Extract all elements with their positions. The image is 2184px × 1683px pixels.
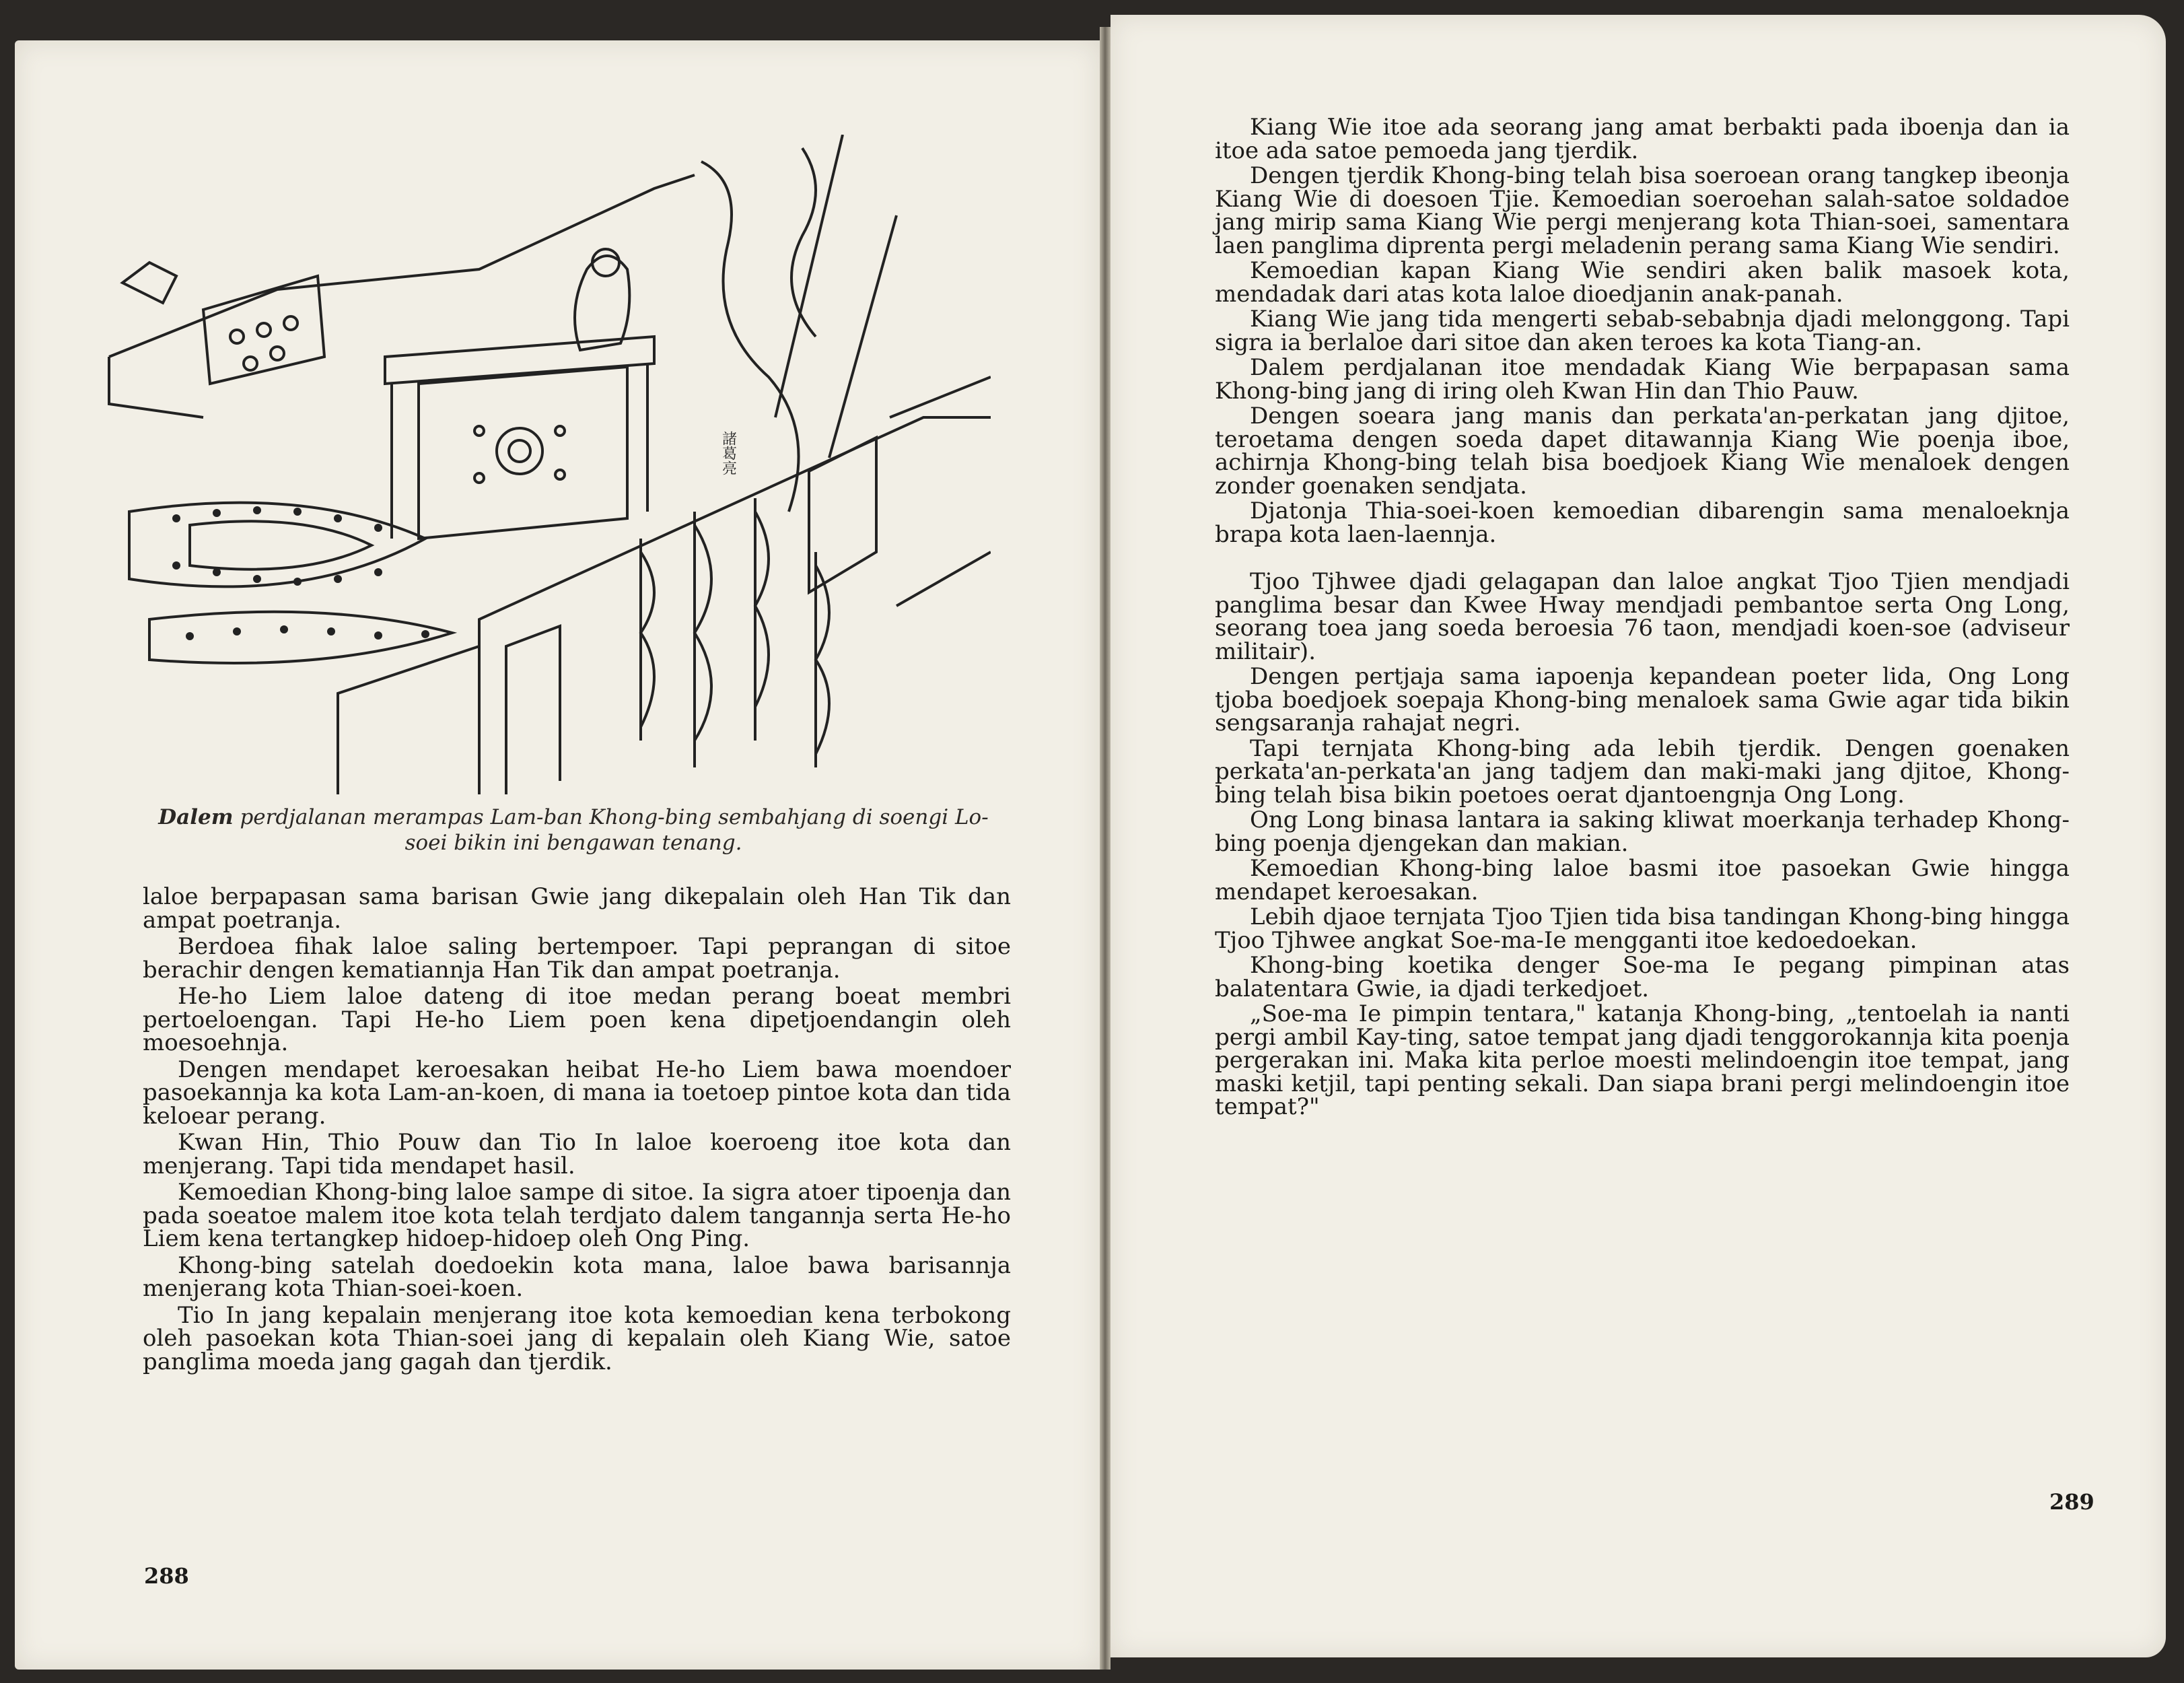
- paragraph: Khong-bing satelah doedoekin kota mana, laloe bawa barisannja menjerang kota Thian-soei-koen.: [143, 1251, 1011, 1302]
- paragraph: Kwan Hin, Thio Pouw dan Tio In laloe koeroeng itoe kota dan menjerang. Tapi tida mendapet hasil.: [143, 1129, 1011, 1179]
- right-page: [1111, 15, 2166, 1657]
- paragraph: Berdoea fihak laloe saling bertempoer. Tapi peprangan di sitoe berachir dengen kematiannja Han Tik dan ampat poetranja.: [143, 933, 1011, 984]
- book-gutter: [1100, 27, 1111, 1670]
- illustration: [102, 135, 991, 801]
- paragraph: He-ho Liem laloe dateng di itoe medan perang boeat membri pertoeloengan. Tapi He-ho Liem poen kena dipetjoendangin oleh moesoehnja.: [143, 983, 1011, 1056]
- paragraph: Tjoo Tjhwee djadi gelagapan dan laloe angkat Tjoo Tjien mendjadi panglima besar dan Kwee Hway mendjadi pembantoe serta Ong Long, seorang toea jang soeda beroesia 76 taon, mendjadi koen-soe (adviseur militair).: [1215, 568, 2070, 665]
- paragraph: Tapi ternjata Khong-bing ada lebih tjerdik. Dengen goenaken perkata'an-perkata'an jang tadjem dan maki-maki jang djitoe, Khong-bing telah bisa bikin poetoes oerat djantoengnja Ong Long.: [1215, 734, 2070, 809]
- left-page: [15, 40, 1100, 1670]
- illustration-seal: 諸葛亮: [719, 431, 737, 475]
- caption-text: perdjalanan merampas Lam-ban Khong-bing sembahjang di soengi Lo-soei bikin ini bengawan tenang.: [240, 805, 989, 855]
- paragraph: Kiang Wie itoe ada seorang jang amat berbakti pada iboenja dan ia itoe ada satoe pemoeda jang tjerdik.: [1215, 114, 2070, 164]
- paragraph: Kemoedian Khong-bing laloe basmi itoe pasoekan Gwie hingga mendapet keroesakan.: [1215, 855, 2070, 905]
- paragraph: Dengen soeara jang manis dan perkata'an-perkatan jang djitoe, teroetama dengen soeda dapet ditawannja Kiang Wie poenja iboe, achirnja Khong-bing telah bisa boedjoek Kiang Wie menaloek dengen zonder goenaken sendjata.: [1215, 403, 2070, 500]
- paragraph: Ong Long binasa lantara ia saking kliwat moerkanja terhadep Khong-bing poenja djengekan dan makian.: [1215, 806, 2070, 857]
- paragraph: Kemoedian kapan Kiang Wie sendiri aken balik masoek kota, mendadak dari atas kota laloe dioedjanin anak-panah.: [1215, 257, 2070, 308]
- caption-lead: Dalem: [158, 805, 234, 829]
- paragraph: Khong-bing koetika denger Soe-ma Ie pegang pimpinan atas balatentara Gwie, ia djadi terkedjoet.: [1215, 952, 2070, 1002]
- right-page-text: [1215, 116, 2070, 1121]
- paragraph: „Soe-ma Ie pimpin tentara," katanja Khong-bing, „tentoelah ia nanti pergi ambil Kay-ting, satoe tempat jang djadi tenggorokannja kita poenja pergerakan ini. Maka kita perloe moesti melindoengin itoe tempat, jang maski ketjil, tapi penting sekali. Dan siapa brani pergi melindoengin itoe tempat?": [1215, 1000, 2070, 1120]
- paragraph: Lebih djaoe ternjata Tjoo Tjien tida bisa tandingan Khong-bing hingga Tjoo Tjhwee angkat Soe-ma-Ie mengganti itoe kedoedoekan.: [1215, 903, 2070, 954]
- paragraph: Djatonja Thia-soei-koen kemoedian dibarengin sama menaloeknja brapa kota laen-laennja.: [1215, 497, 2070, 548]
- paragraph: Dengen mendapet keroesakan heibat He-ho Liem bawa moendoer pasoekannja ka kota Lam-an-koen, di mana ia toetoep pintoe kota dan tida keloear perang.: [143, 1056, 1011, 1130]
- illustration-caption: [149, 804, 997, 856]
- paragraph: Tio In jang kepalain menjerang itoe kota kemoedian kena terbokong oleh pasoekan kota Thian-soei jang di kepalain oleh Kiang Wie, satoe panglima moeda jang gagah dan tjerdik.: [143, 1301, 1011, 1375]
- paragraph: Dalem perdjalanan itoe mendadak Kiang Wie berpapasan sama Khong-bing jang di iring oleh Kwan Hin dan Thio Pauw.: [1215, 354, 2070, 405]
- paragraph: Kiang Wie jang tida mengerti sebab-sebabnja djadi melonggong. Tapi sigra ia berlaloe dari sitoe dan aken teroes ka kota Tiang-an.: [1215, 306, 2070, 356]
- left-page-text: [143, 885, 1011, 1377]
- page-number-left: 288: [144, 1563, 189, 1589]
- paragraph: Dengen tjerdik Khong-bing telah bisa soeroean orang tangkep ibeonja Kiang Wie di doesoen Tjie. Kemoedian soeroehan salah-satoe soldadoe jang mirip sama Kiang Wie pergi menjerang kota Thian-soei, samentara laen panglima diprenta pergi meladenin perang sama Kiang Wie sendiri.: [1215, 162, 2070, 259]
- paragraph: Kemoedian Khong-bing laloe sampe di sitoe. Ia sigra atoer tipoenja dan pada soeatoe malem itoe kota telah terdjato dalem tangannja serta He-ho Liem kena tertangkep hidoep-hidoep oleh Ong Ping.: [143, 1179, 1011, 1252]
- paragraph: laloe berpapasan sama barisan Gwie jang dikepalain oleh Han Tik dan ampat poetranja.: [143, 883, 1011, 934]
- paragraph: Dengen pertjaja sama iapoenja kepandean poeter lida, Ong Long tjoba boedjoek soepaja Khong-bing menaloek sama Gwie agar tida bikin sengsaranja rahajat negri.: [1215, 663, 2070, 736]
- page-number-right: 289: [2049, 1489, 2094, 1515]
